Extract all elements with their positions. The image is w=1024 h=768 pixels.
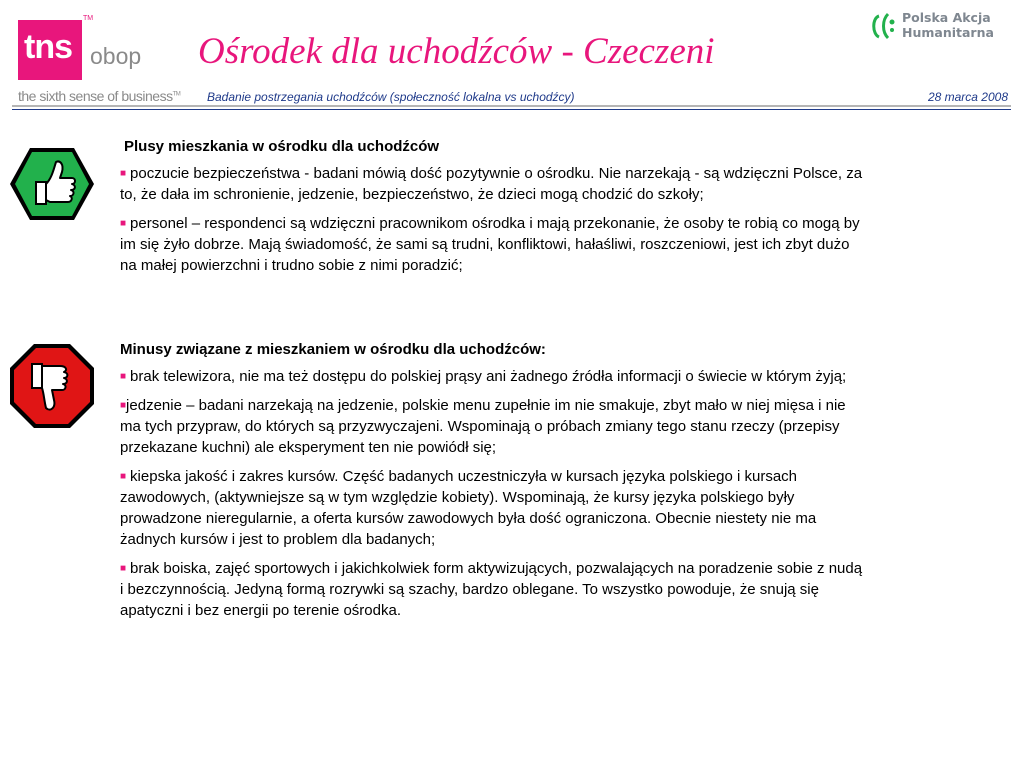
pros-section — [120, 136, 865, 284]
pros-item — [120, 163, 865, 205]
tagline-trademark: TM — [172, 91, 181, 98]
pros-heading: Plusy mieszkania w ośrodku dla uchodźców — [124, 138, 440, 155]
square-bullet: ■ — [120, 471, 127, 482]
tns-logo — [18, 20, 82, 80]
partner-name-line2: Humanitarna — [902, 25, 994, 40]
pros-item — [120, 213, 865, 276]
cons-item — [120, 395, 865, 458]
pros-item-text: personel – respondenci są wdzięczni pracownikom ośrodka i mają przekonanie, że osoby te robią co mogą by im się żyło dobrze. Mają świadomość, że sami są trudni, konfliktowi, hałaśliwi, roszczeniowi, jest ich zbyt dużo na małej powierzchni i trudno sobie z nimi poradzić; — [120, 215, 860, 274]
cons-item — [120, 366, 865, 387]
cons-item-text: kiepska jakość i zakres kursów. Część badanych uczestniczyła w kursach języka polskiego i kursach zawodowych, (aktywniejsze są w tym względzie kobiety). Wspominają, że kursy języka polskiego były prowadzone nieregularnie, a oferta kursów zawodowych była dość ograniczona. Obecnie niestety nie ma żadnych kursów i jest to problem dla badanych; — [120, 468, 817, 548]
tagline-text: the sixth sense of business — [18, 88, 173, 104]
pros-item-text: poczucie bezpieczeństwa - badani mówią dość pozytywnie o ośrodku. Nie narzekają - są wdzięczni Polsce, za to, że dała im schronienie, jedzenie, bezpieczeństwo, że dzieci mogą chodzić do szkoły; — [120, 165, 863, 203]
cons-heading: Minusy związane z mieszkaniem w ośrodku dla uchodźców: — [120, 341, 546, 358]
cons-section — [120, 339, 865, 629]
cons-item — [120, 558, 865, 621]
tagline — [18, 88, 180, 104]
cons-item-text: brak boiska, zajęć sportowych i jakichkolwiek form aktywizujących, pozwalających na poradzenie sobie z nudą i bezczynnością. Jedyną formą rozrywki są szachy, bardzo oblegane. To wszystko powoduje, że snują się apatyczni i bez energii po terenie ośrodka. — [120, 560, 863, 619]
partner-name-line1: Polska Akcja — [902, 10, 991, 25]
cons-item — [120, 466, 865, 550]
square-bullet: ■ — [120, 400, 127, 411]
thumbs-down-octagon-icon — [8, 342, 96, 430]
subtitle: Badanie postrzegania uchodźców (społeczność lokalna vs uchodźcy) — [207, 90, 575, 104]
partner-emblem-icon — [870, 8, 900, 44]
cons-item-text: brak telewizora, nie ma też dostępu do polskiej prąsy ani żadnego źródła informacji o świecie w którym żyją; — [130, 368, 847, 385]
tns-trademark: TM — [83, 15, 94, 22]
partner-logo — [870, 8, 1020, 44]
header-divider — [12, 105, 1011, 107]
square-bullet: ■ — [120, 563, 127, 574]
page-title: Ośrodek dla uchodźców - Czeczeni — [198, 31, 715, 72]
cons-item-text: jedzenie – badani narzekają na jedzenie, polskie menu zupełnie im nie smakuje, zbyt mało w niej mięsa i nie ma tych przypraw, do których są przyzwyczajeni. Wspominają o próbach zmiany tego stanu rzeczy (przepisy przekazane kuchni) ale eksperyment ten nie powiódł się; — [120, 397, 846, 456]
date: 28 marca 2008 — [927, 90, 1008, 104]
thumbs-up-hexagon-icon — [8, 146, 96, 222]
square-bullet: ■ — [120, 371, 127, 382]
partner-name — [902, 10, 994, 40]
square-bullet: ■ — [120, 168, 127, 179]
header-divider-blue — [12, 109, 1011, 110]
tns-logo-text: tns — [24, 28, 72, 66]
obop-logo-text: obop — [90, 43, 142, 69]
square-bullet: ■ — [120, 218, 127, 229]
